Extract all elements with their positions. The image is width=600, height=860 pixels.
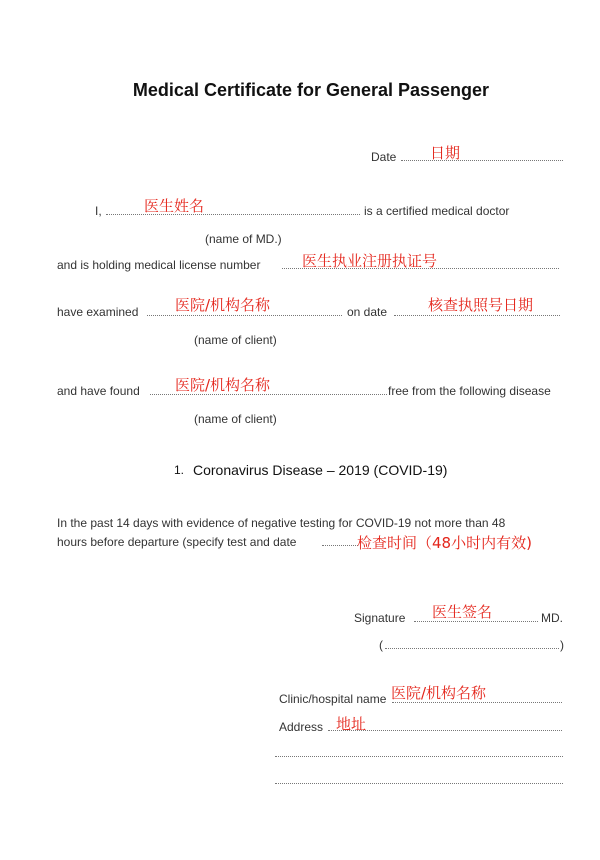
- examined-client-field-line[interactable]: [147, 315, 342, 316]
- doctor-name-caption: (name of MD.): [205, 232, 282, 246]
- testing-line-1: In the past 14 days with evidence of negative testing for COVID-19 not more than 48: [57, 516, 506, 530]
- on-date-label: on date: [347, 305, 388, 319]
- disease-name: Coronavirus Disease – 2019 (COVID-19): [193, 462, 448, 478]
- address-label: Address: [279, 720, 324, 734]
- printed-name-field-line[interactable]: [385, 648, 559, 649]
- signature-label: Signature: [354, 611, 406, 625]
- testing-fill: 检查时间（48小时内有效): [357, 534, 532, 552]
- clinic-fill: 医院/机构名称: [391, 684, 487, 702]
- doctor-suffix: is a certified medical doctor: [364, 204, 510, 218]
- license-label: and is holding medical license number: [57, 258, 261, 272]
- address-field-line-3[interactable]: [275, 783, 563, 784]
- found-client-caption: (name of client): [194, 412, 277, 426]
- date-label: Date: [371, 150, 397, 164]
- doctor-prefix: I,: [95, 204, 102, 218]
- license-fill: 医生执业注册执证号: [302, 252, 438, 270]
- disease-number: 1.: [174, 463, 185, 477]
- testing-line-2: hours before departure (specify test and date: [57, 535, 297, 549]
- open-paren: (: [379, 638, 383, 652]
- examined-label: have examined: [57, 305, 139, 319]
- on-date-fill: 核查执照号日期: [428, 296, 534, 314]
- date-fill: 日期: [430, 144, 461, 162]
- found-suffix: free from the following disease: [388, 384, 551, 398]
- found-label: and have found: [57, 384, 140, 398]
- doctor-name-fill: 医生姓名: [144, 197, 205, 215]
- address-field-line-2[interactable]: [275, 756, 563, 757]
- on-date-field-line[interactable]: [394, 315, 560, 316]
- close-paren: ): [560, 638, 564, 652]
- date-field-line[interactable]: [401, 160, 563, 161]
- found-client-fill: 医院/机构名称: [175, 376, 271, 394]
- clinic-label: Clinic/hospital name: [279, 692, 387, 706]
- signature-fill: 医生签名: [432, 603, 493, 621]
- address-fill: 地址: [336, 715, 367, 733]
- document-title: Medical Certificate for General Passenger: [132, 80, 490, 100]
- examined-client-caption: (name of client): [194, 333, 277, 347]
- examined-client-fill: 医院/机构名称: [175, 296, 271, 314]
- signature-suffix: MD.: [541, 611, 563, 625]
- testing-field-line[interactable]: [322, 545, 358, 546]
